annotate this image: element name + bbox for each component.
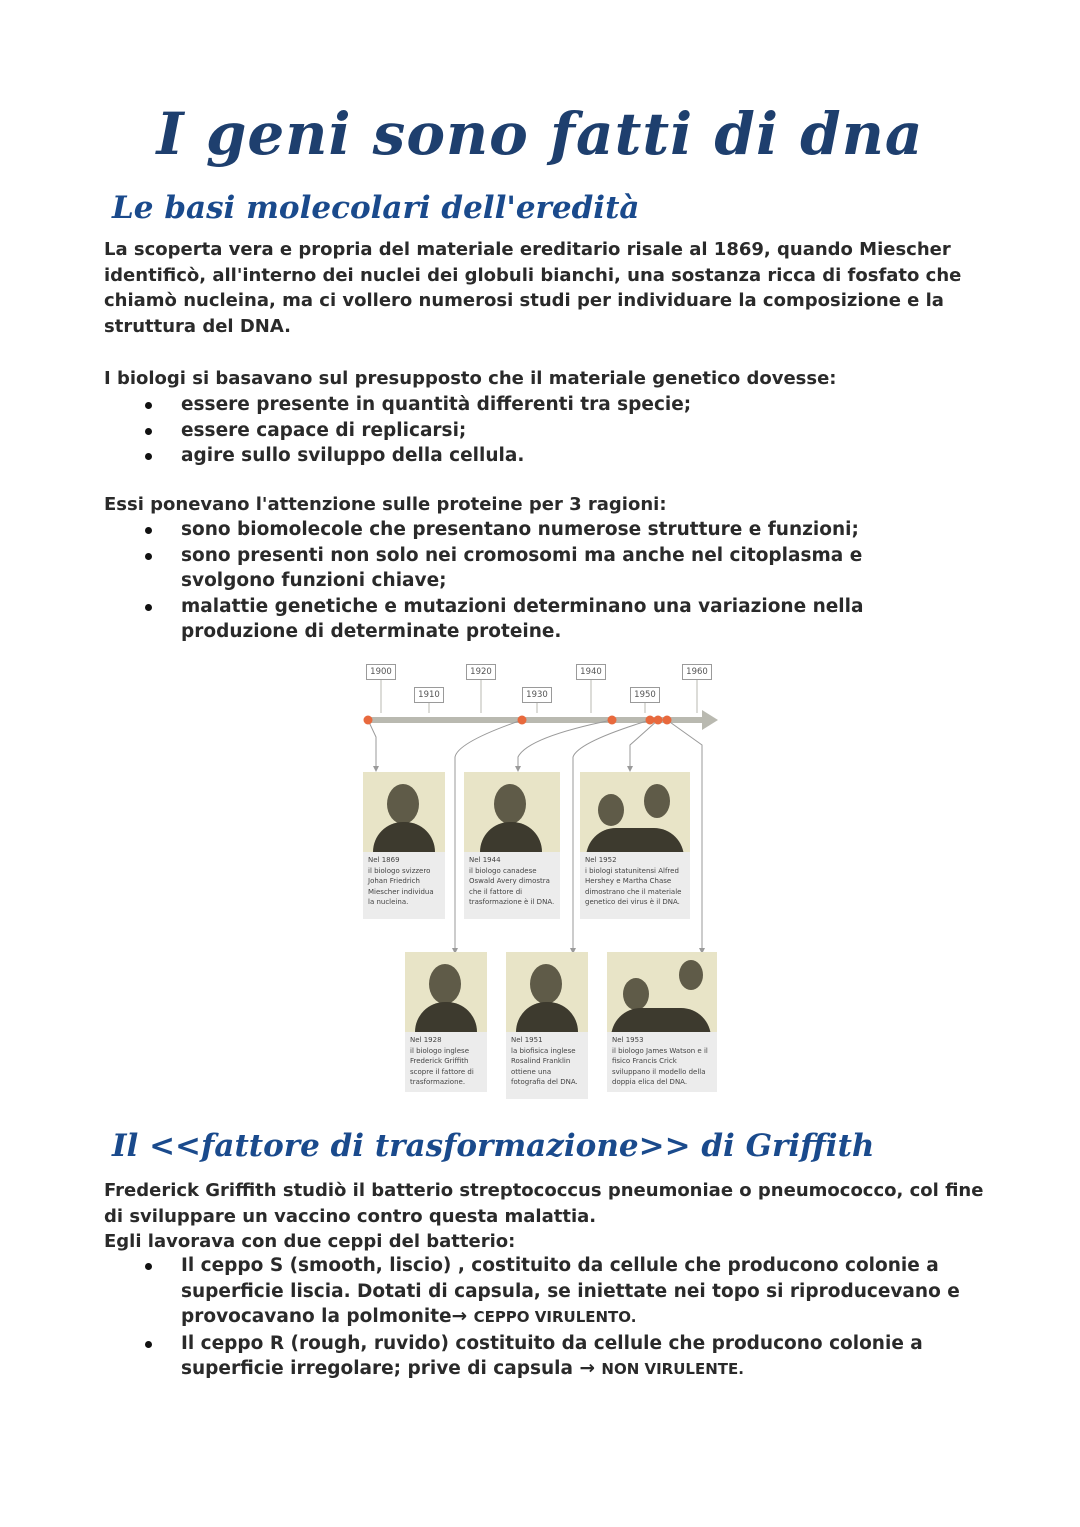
timeline-card-miescher [363, 772, 445, 919]
list-item: essere capace di replicarsi; [145, 418, 945, 444]
protein-reasons-list [145, 517, 935, 645]
card-text: il biologo canadese Oswald Avery dimostra che il fattore di trasformazione è il DNA. [469, 866, 555, 906]
page-title: I geni sono fatti di dna [156, 100, 924, 168]
card-text: il biologo James Watson e il fisico Francis Crick sviluppano il modello della doppia elica del DNA. [612, 1046, 708, 1086]
strain-s-text: Il ceppo S (smooth, liscio) , costituito da cellule che producono colonie a superficie liscia. Dotati di capsula, se iniettate nei topo si riproducevano e provocavano la polmonite→ [181, 1255, 960, 1327]
dna-discovery-timeline [358, 657, 730, 1107]
year-label: 1930 [522, 687, 552, 703]
card-text: la biofisica inglese Rosalind Franklin ottiene una fotografia del DNA. [511, 1046, 578, 1086]
portrait-hershey-chase-image [580, 772, 690, 852]
card-year: Nel 1951 [511, 1036, 543, 1044]
list-item [145, 1253, 985, 1331]
strain-r-tag: NON VIRULENTE. [601, 1360, 744, 1378]
strain-r-text: Il ceppo R (rough, ruvido) costituito da cellule che producono colonie a superficie irregolare; prive di capsula → [181, 1332, 923, 1379]
year-label: 1920 [466, 664, 496, 680]
intro-paragraph [104, 237, 984, 339]
card-year: Nel 1869 [368, 856, 400, 864]
card-text: i biologi statunitensi Alfred Hershey e Martha Chase dimostrano che il materiale genetico dei virus è il DNA. [585, 866, 682, 906]
section-heading-molecular-basis: Le basi molecolari dell'eredità [112, 190, 640, 226]
list-item: agire sullo sviluppo della cellula. [145, 443, 945, 469]
timeline-card-franklin [506, 952, 588, 1099]
timeline-card-avery [464, 772, 560, 919]
list-item: sono biomolecole che presentano numerose strutture e funzioni; [145, 517, 935, 543]
list-item: sono presenti non solo nei cromosomi ma anche nel citoplasma e svolgono funzioni chiave; [145, 543, 935, 594]
year-label: 1940 [576, 664, 606, 680]
portrait-watson-crick-image [607, 952, 717, 1032]
premise-list [145, 392, 945, 469]
card-text: il biologo svizzero Johan Friedrich Miescher individua la nucleina. [368, 866, 434, 906]
year-label: 1910 [414, 687, 444, 703]
year-label: 1900 [366, 664, 396, 680]
griffith-intro-text: Frederick Griffith studiò il batterio streptococcus pneumoniae o pneumococco, col fine di sviluppare un vaccino contro questa malattia. [104, 1180, 984, 1227]
premise-paragraph [104, 366, 984, 392]
portrait-griffith-image [405, 952, 487, 1032]
card-year: Nel 1944 [469, 856, 501, 864]
list-item: malattie genetiche e mutazioni determinano una variazione nella produzione di determinate proteine. [145, 594, 935, 645]
strain-s-tag: CEPPO VIRULENTO. [473, 1308, 637, 1326]
list-item: essere presente in quantità differenti tra specie; [145, 392, 945, 418]
portrait-miescher-image [363, 772, 445, 852]
griffith-strains-text: Egli lavorava con due ceppi del batterio: [104, 1231, 516, 1252]
card-text: il biologo inglese Frederick Griffith scopre il fattore di trasformazione. [410, 1046, 474, 1086]
card-year: Nel 1928 [410, 1036, 442, 1044]
proteins-paragraph [104, 492, 984, 518]
timeline-card-hershey-chase [580, 772, 690, 919]
timeline-card-watson-crick [607, 952, 717, 1092]
portrait-avery-image [464, 772, 560, 852]
intro-text: La scoperta vera e propria del materiale ereditario risale al 1869, quando Miescher identificò, all'interno dei nuclei dei globuli bianchi, una sostanza ricca di fosfato che chiamò nucleina, ma ci vollero numerosi studi per individuare la composizione e la struttura del DNA. [104, 239, 962, 337]
portrait-franklin-image [506, 952, 588, 1032]
timeline-card-griffith [405, 952, 487, 1092]
griffith-paragraph [104, 1178, 984, 1255]
section-heading-griffith: Il <<fattore di trasformazione>> di Griffith [112, 1128, 875, 1164]
proteins-text: Essi ponevano l'attenzione sulle proteine per 3 ragioni: [104, 494, 667, 515]
premise-text: I biologi si basavano sul presupposto che il materiale genetico dovesse: [104, 368, 837, 389]
year-label: 1960 [682, 664, 712, 680]
card-year: Nel 1952 [585, 856, 617, 864]
card-year: Nel 1953 [612, 1036, 644, 1044]
year-label: 1950 [630, 687, 660, 703]
strain-list [145, 1253, 985, 1383]
list-item [145, 1331, 985, 1383]
